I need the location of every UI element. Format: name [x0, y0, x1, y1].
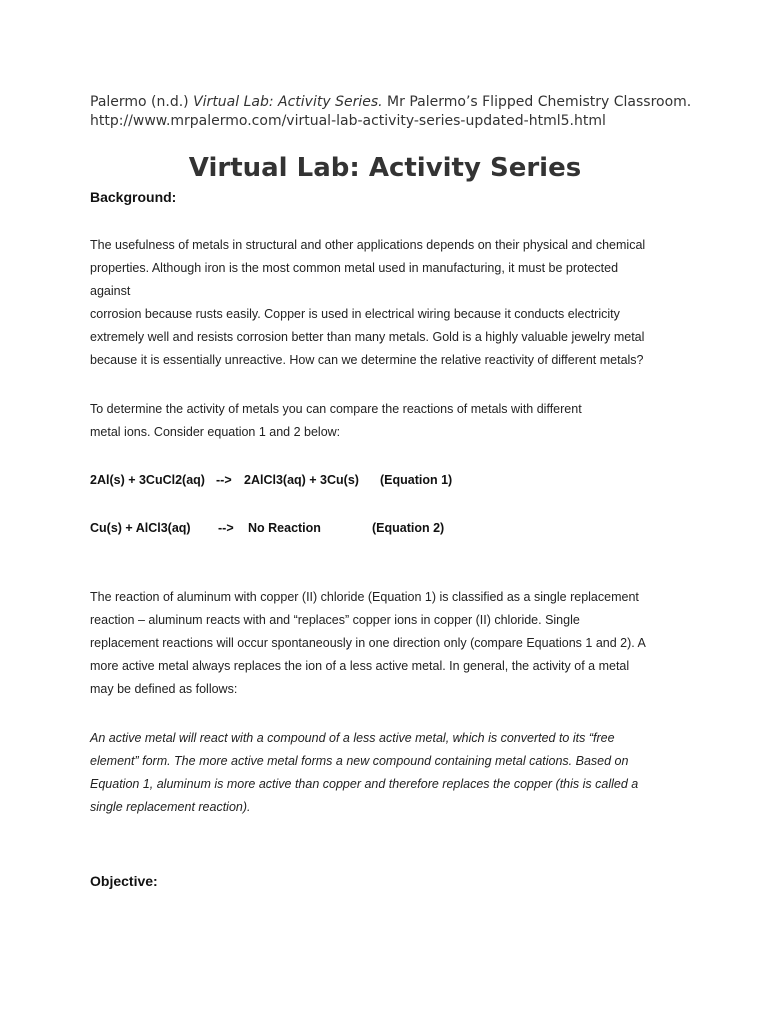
background-paragraph-2 — [90, 398, 690, 444]
paragraph-line: metal ions. Consider equation 1 and 2 below: — [90, 425, 341, 439]
paragraph-line: single replacement reaction). — [90, 800, 251, 814]
equation-2-arrow: --> — [218, 521, 234, 535]
background-paragraph-3 — [90, 586, 690, 701]
background-paragraph-1 — [90, 234, 690, 372]
equation-2-products: No Reaction — [248, 521, 321, 535]
activity-definition — [90, 727, 690, 819]
paragraph-line: The reaction of aluminum with copper (II) chloride (Equation 1) is classified as a single replacement — [90, 590, 639, 604]
citation-source: Mr Palermo’s Flipped Chemistry Classroom. — [382, 94, 692, 110]
equation-2-reactants: Cu(s) + AlCl3(aq) — [90, 521, 191, 535]
paragraph-line: corrosion because rusts easily. Copper is used in electrical wiring because it conducts electricity — [90, 307, 620, 321]
paragraph-line: reaction – aluminum reacts with and “replaces” copper ions in copper (II) chloride. Single — [90, 613, 580, 627]
equation-1-arrow: --> — [216, 473, 232, 487]
paragraph-line: may be defined as follows: — [90, 682, 238, 696]
page-title: Virtual Lab: Activity Series — [188, 153, 582, 183]
paragraph-line: because it is essentially unreactive. How can we determine the relative reactivity of different metals? — [90, 353, 644, 367]
paragraph-line: An active metal will react with a compound of a less active metal, which is converted to its “free — [90, 731, 615, 745]
paragraph-line: replacement reactions will occur spontaneously in one direction only (compare Equations 1 and 2). A — [90, 636, 646, 650]
citation-url[interactable]: http://www.mrpalermo.com/virtual-lab-activity-series-updated-html5.html — [90, 113, 606, 129]
paragraph-line: properties. Although iron is the most common metal used in manufacturing, it must be protected — [90, 261, 619, 275]
paragraph-line: more active metal always replaces the ion of a less active metal. In general, the activity of a metal — [90, 659, 630, 673]
equation-1-products: 2AlCl3(aq) + 3Cu(s) — [244, 473, 359, 487]
paragraph-line: The usefulness of metals in structural and other applications depends on their physical and chemical — [90, 238, 646, 252]
paragraph-line: To determine the activity of metals you can compare the reactions of metals with different — [90, 402, 582, 416]
paragraph-line: Equation 1, aluminum is more active than copper and therefore replaces the copper (this is called a — [90, 777, 639, 791]
equation-2-label: (Equation 2) — [372, 521, 445, 535]
citation-title: Virtual Lab: Activity Series. — [193, 94, 383, 110]
background-heading: Background: — [90, 189, 177, 205]
citation-author: Palermo (n.d.) — [90, 94, 194, 110]
equation-1-label: (Equation 1) — [380, 473, 453, 487]
paragraph-line: against — [90, 284, 131, 298]
citation — [90, 93, 690, 131]
citation-line-1 — [90, 93, 690, 112]
equation-1-reactants: 2Al(s) + 3CuCl2(aq) — [90, 473, 205, 487]
paragraph-line: element” form. The more active metal forms a new compound containing metal cations. Based on — [90, 754, 629, 768]
objective-heading: Objective: — [90, 873, 158, 889]
paragraph-line: extremely well and resists corrosion better than many metals. Gold is a highly valuable jewelry metal — [90, 330, 645, 344]
